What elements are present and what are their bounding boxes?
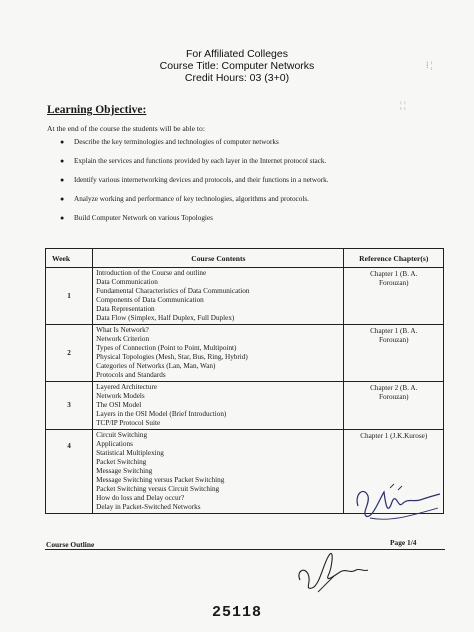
objective-list bbox=[60, 133, 440, 228]
bullet-icon: ● bbox=[60, 195, 65, 203]
header-credit-hours: Credit Hours: 03 (3+0) bbox=[184, 72, 290, 84]
week-cell: 1 bbox=[46, 268, 93, 325]
margin-mark: ⁞ ¦ bbox=[426, 60, 433, 70]
reference-cell: Chapter 1 (J.K.Kurose) bbox=[344, 430, 444, 514]
contents-cell: Layered Architecture Network Models The OSI Model Layers in the OSI Model (Brief Introduction) TCP/IP Protocol Suite bbox=[93, 382, 344, 430]
reference-cell: Chapter 1 (B. A. Forouzan) bbox=[344, 325, 444, 382]
reference-cell: Chapter 1 (B. A. Forouzan) bbox=[344, 268, 444, 325]
column-header-contents: Course Contents bbox=[93, 249, 344, 268]
bullet-icon: ● bbox=[60, 157, 65, 165]
signature-mark bbox=[290, 546, 370, 596]
signature-mark bbox=[350, 478, 445, 528]
contents-cell: Circuit Switching Applications Statistical Multiplexing Packet Switching Message Switching Message Switching versus Packet Switching Packet Switching versus Circuit Switching How do loss and Delay occur? Delay in Packet-Switched Networks bbox=[93, 430, 344, 514]
footer-page-number: Page 1/4 bbox=[390, 538, 417, 547]
week-cell: 4 bbox=[46, 430, 93, 514]
objective-item: ● Identify various internetworking devices and protocols, and their functions in a network. bbox=[60, 171, 440, 190]
footer-divider bbox=[45, 549, 445, 550]
course-contents-table bbox=[45, 248, 444, 514]
bullet-icon: ● bbox=[60, 214, 65, 222]
objective-item: ● Analyze working and performance of key technologies, algorithms and protocols. bbox=[60, 190, 440, 209]
week-cell: 3 bbox=[46, 382, 93, 430]
week-cell: 2 bbox=[46, 325, 93, 382]
table-header-row bbox=[46, 249, 444, 268]
contents-cell: What Is Network? Network Criterion Types of Connection (Point to Point, Multipoint) Physical Topologies (Mesh, Star, Bus, Ring, Hybrid) Categories of Networks (Lan, Man, Wan) Protocols and Standards bbox=[93, 325, 344, 382]
table-row bbox=[46, 325, 444, 382]
bullet-icon: ● bbox=[60, 138, 65, 146]
document-header bbox=[0, 48, 474, 84]
document-number: 25118 bbox=[211, 604, 262, 621]
bullet-icon: ● bbox=[60, 176, 65, 184]
learning-objective-title: Learning Objective: bbox=[47, 104, 147, 116]
footer-course-outline: Course Outline bbox=[46, 540, 95, 549]
table-row bbox=[46, 382, 444, 430]
column-header-week: Week bbox=[46, 249, 93, 268]
header-course-title: Course Title: Computer Networks bbox=[159, 60, 315, 72]
learning-objective-intro: At the end of the course the students will be able to: bbox=[47, 124, 205, 133]
contents-cell: Introduction of the Course and outline Data Communication Fundamental Characteristics of Data Communication Components of Data Communication Data Representation Data Flow (Simplex, Half Duplex, Full Duplex) bbox=[93, 268, 344, 325]
column-header-reference: Reference Chapter(s) bbox=[344, 249, 444, 268]
reference-cell: Chapter 2 (B. A. Forouzan) bbox=[344, 382, 444, 430]
objective-item: ● Explain the services and functions provided by each layer in the Internet protocol stack. bbox=[60, 152, 440, 171]
table-row bbox=[46, 268, 444, 325]
objective-item: ● Describe the key terminologies and technologies of computer networks bbox=[60, 133, 440, 152]
header-college: For Affiliated Colleges bbox=[186, 48, 288, 60]
objective-item: ● Build Computer Network on various Topologies bbox=[60, 209, 440, 228]
margin-mark: ¦ ¦ bbox=[400, 100, 406, 110]
